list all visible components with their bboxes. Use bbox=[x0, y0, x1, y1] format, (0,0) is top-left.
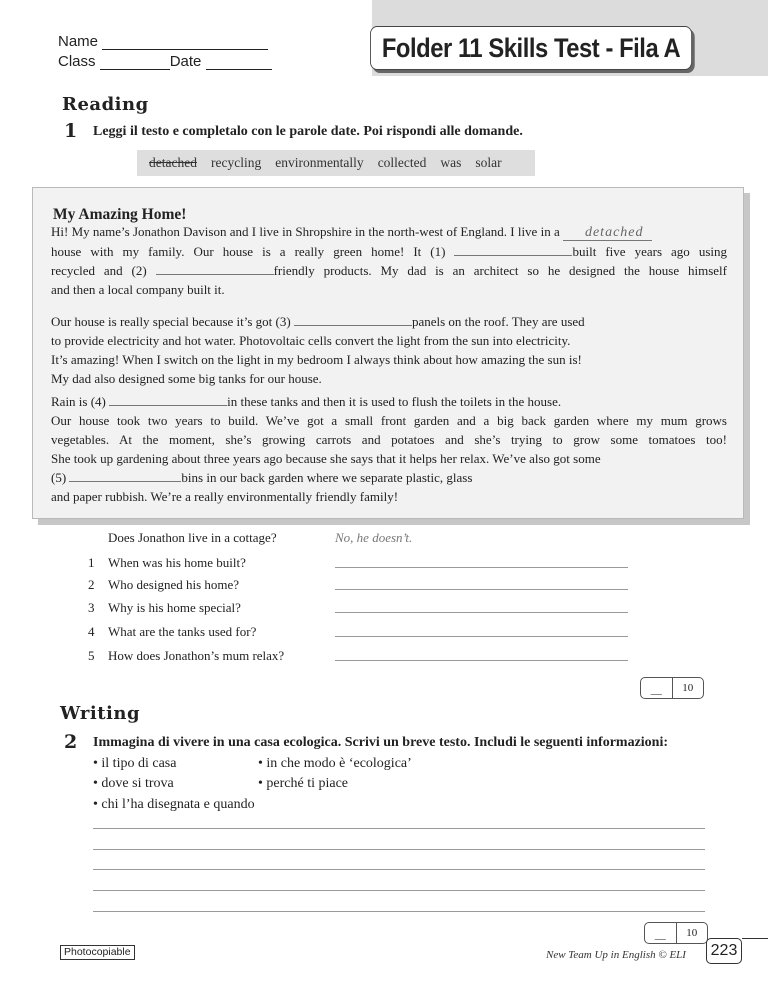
text-line: recycled and (2) bbox=[51, 263, 147, 278]
question-4 bbox=[88, 624, 256, 640]
text-line: panels on the roof. They are used bbox=[411, 314, 585, 329]
writing-heading: Writing bbox=[60, 703, 141, 724]
text-line: She took up gardening about three years ago because she says that it helps her relax. We’ve also got some bbox=[51, 451, 601, 466]
writing-line[interactable] bbox=[93, 911, 705, 912]
example-answer: No, he doesn’t. bbox=[335, 530, 413, 545]
gap-1[interactable] bbox=[454, 243, 572, 256]
question-number: 4 bbox=[88, 624, 95, 639]
page-number-rule bbox=[742, 938, 768, 939]
class-date-field[interactable] bbox=[58, 53, 272, 70]
photocopiable-label: Photocopiable bbox=[60, 945, 135, 960]
word-bank-item: detached bbox=[149, 155, 197, 170]
word-bank bbox=[137, 150, 535, 176]
text-line: bins in our back garden where we separate plastic, glass bbox=[181, 470, 473, 485]
answer-line-3[interactable] bbox=[335, 612, 628, 613]
writing-line[interactable] bbox=[93, 890, 705, 891]
reading-heading: Reading bbox=[62, 94, 149, 115]
exercise-2-instruction: Immagina di vivere in una casa ecologica. Scrivi un breve testo. Includi le seguenti informazioni: bbox=[93, 735, 669, 750]
writing-bullet: • in che modo è ‘ecologica’ bbox=[258, 756, 412, 771]
question-number: 5 bbox=[88, 648, 95, 663]
gap-2[interactable] bbox=[156, 262, 274, 275]
word-bank-item: solar bbox=[475, 155, 502, 170]
word-bank-item: was bbox=[440, 155, 462, 170]
name-field[interactable] bbox=[58, 33, 268, 50]
class-line[interactable] bbox=[100, 54, 170, 70]
text-line: My dad also designed some big tanks for our house. bbox=[51, 371, 322, 386]
gap-3[interactable] bbox=[294, 313, 412, 326]
text-line: built five years ago using bbox=[572, 244, 727, 259]
writing-line[interactable] bbox=[93, 828, 705, 829]
question-number: 2 bbox=[88, 577, 95, 592]
question-5 bbox=[88, 648, 284, 664]
answer-line-1[interactable] bbox=[335, 567, 628, 568]
score-blank[interactable]: __ bbox=[650, 684, 662, 696]
gap-4[interactable] bbox=[109, 393, 227, 406]
paragraph-2 bbox=[51, 312, 727, 388]
answer-line-5[interactable] bbox=[335, 660, 628, 661]
reading-text-title: My Amazing Home! bbox=[53, 206, 187, 223]
question-text: What are the tanks used for? bbox=[108, 624, 257, 639]
word-bank-item: collected bbox=[377, 155, 427, 170]
writing-bullet: • il tipo di casa bbox=[93, 756, 177, 771]
text-line: Our house is really special because it’s got (3) bbox=[51, 314, 291, 329]
question-text: How does Jonathon’s mum relax? bbox=[108, 648, 285, 663]
gap-5[interactable] bbox=[69, 469, 181, 482]
text-line: (5) bbox=[51, 470, 67, 485]
test-title: Folder 11 Skills Test - Fila A bbox=[370, 26, 692, 70]
exercise-2-number: 2 bbox=[64, 731, 78, 753]
answer-line-2[interactable] bbox=[335, 589, 628, 590]
writing-bullet: • dove si trova bbox=[93, 776, 174, 791]
text-line: Rain is (4) bbox=[51, 394, 106, 409]
text-line: to provide electricity and hot water. Photovoltaic cells convert the light from the sun into electricity. bbox=[51, 333, 571, 348]
question-2 bbox=[88, 577, 239, 593]
exercise-1-number: 1 bbox=[64, 120, 78, 142]
example-question: Does Jonathon live in a cottage? bbox=[108, 530, 277, 545]
writing-score-box[interactable] bbox=[644, 922, 708, 944]
question-text: When was his home built? bbox=[108, 555, 246, 570]
text-line: and paper rubbish. We’re a really environmentally friendly family! bbox=[51, 489, 399, 504]
text-line: It’s amazing! When I switch on the light in my bedroom I always think about how amazing the sun is! bbox=[51, 352, 582, 367]
class-label: Class bbox=[58, 53, 96, 70]
word-bank-item: environmentally bbox=[275, 155, 364, 170]
writing-line[interactable] bbox=[93, 849, 705, 850]
text-line: house with my family. Our house is a really green home! It (1) bbox=[51, 244, 446, 259]
writing-line[interactable] bbox=[93, 869, 705, 870]
question-1 bbox=[88, 555, 246, 571]
paragraph-1 bbox=[51, 222, 727, 299]
score-total: 10 bbox=[672, 678, 704, 698]
question-3 bbox=[88, 600, 241, 616]
text-line: Our house took two years to build. We’ve got a small front garden and a big back garden where my mum grows bbox=[51, 413, 727, 428]
name-label: Name bbox=[58, 33, 99, 50]
writing-bullet: • chi l’ha disegnata e quando bbox=[93, 797, 255, 812]
name-line[interactable] bbox=[102, 34, 268, 50]
text-line: and then a local company built it. bbox=[51, 282, 225, 297]
text-line: vegetables. At the moment, she’s growing carrots and potatoes and she’s trying to grow some tomatoes too! bbox=[51, 432, 727, 447]
question-number: 3 bbox=[88, 600, 95, 615]
score-blank[interactable]: __ bbox=[654, 929, 666, 941]
question-text: Who designed his home? bbox=[108, 577, 240, 592]
copyright-text: New Team Up in English © ELI bbox=[546, 949, 686, 961]
page-number: 223 bbox=[706, 938, 742, 964]
exercise-1-instruction: Leggi il testo e completalo con le parole date. Poi rispondi alle domande. bbox=[93, 124, 523, 139]
example-answer-detached: detached bbox=[563, 225, 652, 241]
answer-line-4[interactable] bbox=[335, 636, 628, 637]
word-bank-item: recycling bbox=[210, 155, 262, 170]
question-number: 1 bbox=[88, 555, 95, 570]
writing-bullet: • perché ti piace bbox=[258, 776, 349, 791]
reading-text-card bbox=[32, 187, 744, 519]
reading-score-box[interactable] bbox=[640, 677, 704, 699]
score-total: 10 bbox=[676, 923, 708, 943]
date-label: Date bbox=[169, 53, 202, 70]
paragraph-3 bbox=[51, 392, 727, 506]
text-line: in these tanks and then it is used to flush the toilets in the house. bbox=[227, 394, 562, 409]
text-line: Hi! My name’s Jonathon Davison and I live in Shropshire in the north-west of England. I live in a bbox=[51, 224, 560, 239]
text-line: friendly products. My dad is an architect so he designed the house himself bbox=[273, 263, 727, 278]
date-line[interactable] bbox=[206, 54, 272, 70]
question-text: Why is his home special? bbox=[108, 600, 241, 615]
